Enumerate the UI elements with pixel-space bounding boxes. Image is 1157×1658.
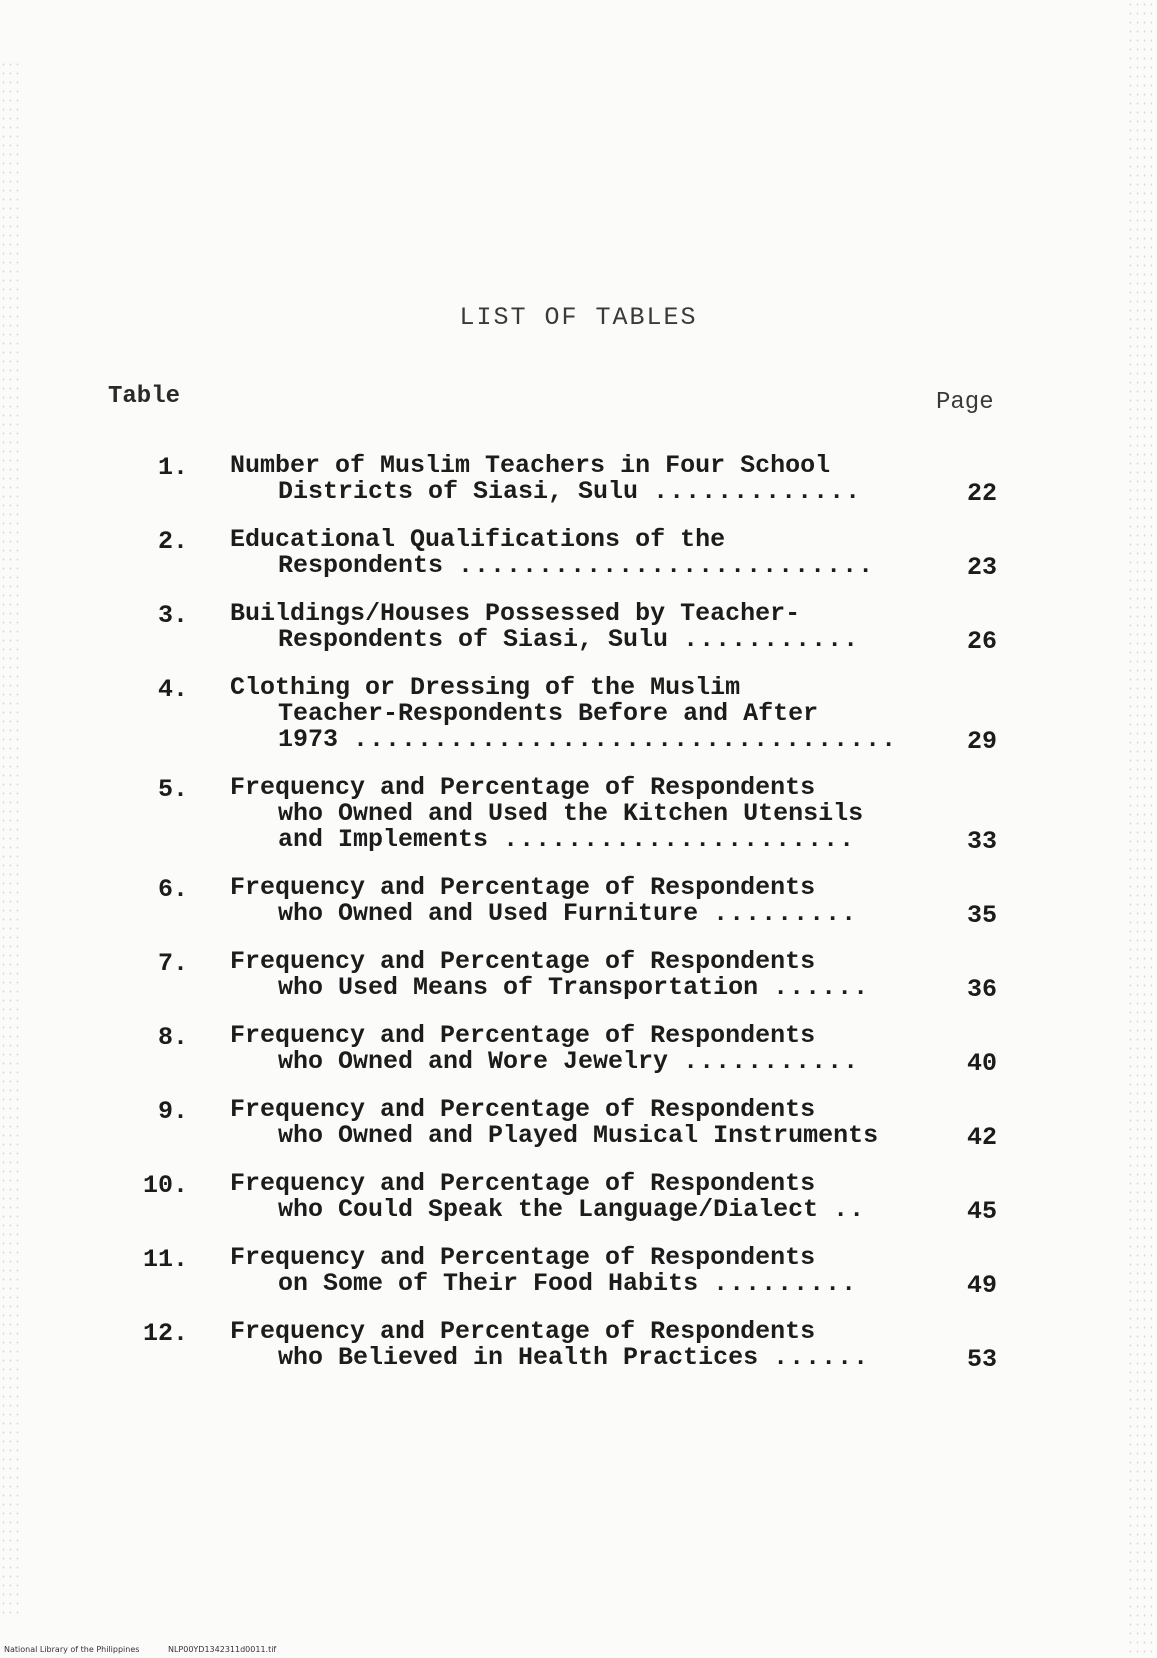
footer-id: NLP00YD1342311d0011.tif — [167, 1645, 277, 1654]
entry-number: 3. — [157, 601, 188, 630]
entry-page: 23 — [966, 553, 997, 582]
entry-title: Frequency and Percentage of Respondents who Used Means of Transportation ...... — [230, 947, 870, 1002]
entry-number: 12. — [142, 1319, 188, 1348]
list-item — [0, 949, 1157, 1023]
entry-title: Frequency and Percentage of Respondents who Owned and Used the Kitchen Utensils and Implements ...................... — [230, 773, 864, 854]
list-item — [0, 1171, 1157, 1245]
entry-page: 35 — [966, 901, 997, 930]
entry-number: 11. — [142, 1245, 188, 1274]
list-item — [0, 875, 1157, 949]
entry-number: 4. — [157, 675, 188, 704]
entry-number: 1. — [157, 453, 188, 482]
entry-page: 45 — [966, 1197, 997, 1226]
entry-title: Clothing or Dressing of the Muslim Teacher-Respondents Before and After 1973 .................................. — [230, 673, 898, 754]
entry-number: 10. — [142, 1171, 188, 1200]
list-item — [0, 527, 1157, 601]
list-item — [0, 453, 1157, 527]
entry-number: 9. — [157, 1097, 188, 1126]
entry-number: 2. — [157, 527, 188, 556]
entry-title: Buildings/Houses Possessed by Teacher- Respondents of Siasi, Sulu ........... — [230, 599, 860, 654]
footer-library: National Library of the Philippines — [4, 1645, 140, 1654]
entry-page: 26 — [966, 627, 997, 656]
entry-page: 22 — [966, 479, 997, 508]
entry-page: 49 — [966, 1271, 997, 1300]
entry-page: 42 — [966, 1123, 997, 1152]
entry-page: 33 — [966, 827, 997, 856]
table-list — [0, 453, 1157, 1393]
entry-title: Number of Muslim Teachers in Four School Districts of Siasi, Sulu ............. — [230, 451, 862, 506]
entry-page: 36 — [966, 975, 997, 1004]
entry-title: Frequency and Percentage of Respondents who Could Speak the Language/Dialect .. — [230, 1169, 866, 1224]
table-column-header: Table — [108, 383, 181, 410]
entry-title: Educational Qualifications of the Respondents .......................... — [230, 525, 875, 580]
entry-number: 5. — [157, 775, 188, 804]
list-item — [0, 601, 1157, 675]
entry-title: Frequency and Percentage of Respondents on Some of Their Food Habits ......... — [230, 1243, 858, 1298]
list-item — [0, 675, 1157, 775]
entry-title: Frequency and Percentage of Respondents who Owned and Used Furniture ......... — [230, 873, 858, 928]
list-item — [0, 1023, 1157, 1097]
entry-number: 8. — [157, 1023, 188, 1052]
list-item — [0, 775, 1157, 875]
list-item — [0, 1245, 1157, 1319]
entry-page: 53 — [966, 1345, 997, 1374]
entry-page: 40 — [966, 1049, 997, 1078]
list-item — [0, 1097, 1157, 1171]
list-item — [0, 1319, 1157, 1393]
entry-number: 7. — [157, 949, 188, 978]
page-column-header: Page — [936, 389, 994, 416]
scan-footer — [4, 1645, 302, 1654]
entry-title: Frequency and Percentage of Respondents who Owned and Played Musical Instruments — [230, 1095, 879, 1150]
entry-title: Frequency and Percentage of Respondents who Owned and Wore Jewelry ........... — [230, 1021, 860, 1076]
entry-number: 6. — [157, 875, 188, 904]
entry-title: Frequency and Percentage of Respondents who Believed in Health Practices ...... — [230, 1317, 870, 1372]
entry-page: 29 — [966, 727, 997, 756]
page-title: LIST OF TABLES — [459, 303, 698, 332]
